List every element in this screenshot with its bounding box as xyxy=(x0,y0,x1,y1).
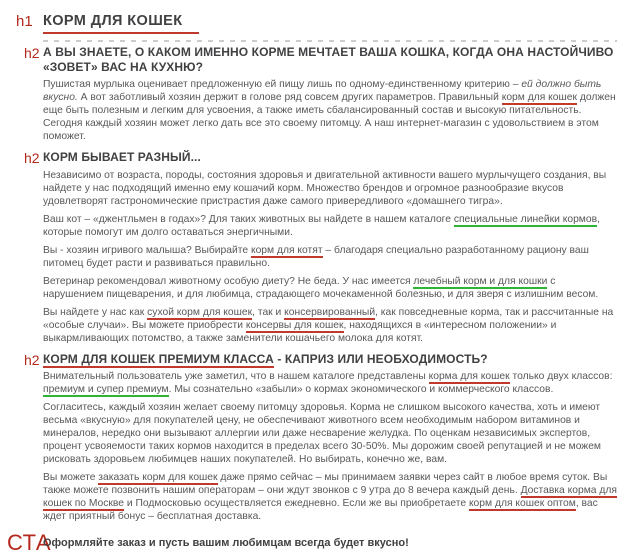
page-title-text: КОРМ ДЛЯ КОШЕК xyxy=(43,13,199,34)
cta-text: Оформляйте заказ и пусть вашим любимцам всегда будет вкусно! xyxy=(43,537,409,550)
text-segment: , так и xyxy=(252,306,285,318)
text-segment: , которые помогут им долго оставаться энергичными. xyxy=(43,213,600,238)
text-segment: – благодаря специально разработанному рациону ваш питомец будет расти и развиваться правильно. xyxy=(43,244,589,269)
paragraph-row xyxy=(0,244,624,275)
text-segment: Ваш кот – «джентльмен в годах»? Для таких животных вы найдете в нашем каталоге xyxy=(43,213,454,225)
paragraph-row xyxy=(0,370,624,401)
paragraph-row xyxy=(0,169,624,213)
paragraph-row xyxy=(0,306,624,350)
body-paragraph xyxy=(43,471,617,523)
h2-annotation-label: h2 xyxy=(24,351,40,368)
keyword-underline-green: специальные линейки кормов xyxy=(453,213,598,225)
h2-variety-row xyxy=(0,150,624,169)
text-segment: , вас ждет приятный бонус – бесплатная доставка. xyxy=(43,498,598,522)
text-segment: с нарушением пищеварения, и для любимца, страдающего мочекаменной болезнью, и для зверя с излишним весом. xyxy=(43,275,599,300)
h2-premium-row xyxy=(0,352,624,371)
body-paragraph xyxy=(43,306,617,345)
text-segment: должен еще быть полезным и легким для усвоения, а также иметь сбалансированный состав и высокую питательность. Сегодня каждый хозяин может легко дать все это своему питомцу. А наш интернет-магазин с удовольствием в этом поможет. xyxy=(43,92,616,142)
body-paragraph xyxy=(43,244,617,270)
paragraph-row xyxy=(0,471,624,528)
text-segment: только двух классов: xyxy=(509,371,613,382)
keyword-underline-green: премиум и супер премиум xyxy=(43,384,169,395)
keyword-underline-red: сухой корм для кошек xyxy=(147,306,253,318)
text-segment: , как повседневные корма, так и рассчитанные на «особые случаи». Вы можете приобрести xyxy=(43,306,614,331)
keyword-underline-green: лечебный корм и для кошки xyxy=(413,275,548,287)
text-segment: Согласитесь, каждый хозяин желает своему питомцу здоровья. Корма не слишком высокого качества, хоть и имеют весьма «вкусную» для покупателей цену, не обеспечивают животного всем необходимым набором витаминов и минералов, нередко они вызывают аллергии или даже несварение желудка. По оценкам независимых экспертов, процент усвояемости таких кормов находится в пределах всего 30-50%. Мы дорожим своей репутацией и не можем рисковать здоровьем любимцев наших покупателей. Но выбирать, конечно же, вам. xyxy=(43,402,601,465)
text-segment: - КАПРИЗ ИЛИ НЕОБХОДИМОСТЬ? xyxy=(273,351,488,366)
text-segment: А вот заботливый хозяин держит в голове ряд совсем других параметров. Правильный xyxy=(77,92,502,103)
keyword-underline-red: консервы для кошек xyxy=(245,319,344,331)
text-segment: Ветеринар рекомендовал животному особую диету? Не беда. У нас имеется xyxy=(43,275,414,287)
text-segment: Вы можете xyxy=(43,472,99,483)
paragraph-row xyxy=(0,401,624,471)
annotation-gutter xyxy=(0,530,52,555)
page-title xyxy=(43,13,617,34)
body-paragraph xyxy=(43,401,617,466)
cta-row xyxy=(0,531,624,555)
text-segment: Независимо от возраста, породы, состояния здоровья и двигательной активности вашего мурлычущего создания, вы найдете у нас подходящий именно ему кошачий корм. Множество брендов и огромное разнообразие вкусов удовлетворят гастрономические пристрастия даже самого привередливого «домашнего тигра». xyxy=(43,169,607,207)
body-paragraph xyxy=(43,78,617,143)
text-segment: и Подмосковью осуществляется ежедневно. Если же вы приобретаете xyxy=(124,498,469,509)
text-segment: Пушистая мурлыка оценивает предложенную ей пищу лишь по одному-единственному критерию – xyxy=(43,79,522,90)
annotation-gutter xyxy=(0,150,43,168)
body-paragraph xyxy=(43,370,617,396)
paragraph-row xyxy=(0,213,624,244)
h1-annotation-label: h1 xyxy=(16,13,33,30)
section-heading-variety: КОРМ БЫВАЕТ РАЗНЫЙ... xyxy=(43,150,201,164)
annotation-gutter xyxy=(0,45,43,63)
h2-annotation-label: h2 xyxy=(24,45,40,61)
keyword-underline-red: корм для кошек xyxy=(501,92,578,103)
cta-annotation-label: СТА xyxy=(7,530,52,555)
h2-intro-row xyxy=(0,45,624,78)
keyword-underline-red: корм для кошек оптом xyxy=(468,498,576,509)
dashed-divider xyxy=(43,40,617,42)
section-heading-intro: А ВЫ ЗНАЕТЕ, О КАКОМ ИМЕННО КОРМЕ МЕЧТАЕТ ВАША КОШКА, КОГДА ОНА НАСТОЙЧИВО «ЗОВЕТ» ВАС НА КУХНЮ? xyxy=(43,45,614,74)
body-paragraph xyxy=(43,169,617,208)
h1-row xyxy=(0,13,624,42)
text-segment: даже прямо сейчас – мы принимаем заявки через сайт в любое время суток. Вы также можете позвонить нашим операторам – они ждут звонков с 9 утра до 8 вечера каждый день. xyxy=(43,472,608,496)
keyword-underline-red: консервированный xyxy=(284,306,376,318)
keyword-underline-red: Доставка корма для кошек по Москве xyxy=(43,485,617,509)
keyword-underline-red: заказать корм для кошек xyxy=(98,472,218,483)
italic-text-segment: ей должно быть вкусно. xyxy=(43,79,602,103)
text-segment: Внимательный пользователь уже заметил, что в нашем каталоге представлены xyxy=(43,371,429,382)
text-segment: . Мы сознательно «забыли» о кормах экономического и коммерческого классов. xyxy=(168,384,554,395)
paragraph-row xyxy=(0,78,624,148)
text-segment: Вы найдете у нас как xyxy=(43,306,148,318)
paragraph-row xyxy=(0,275,624,306)
annotation-gutter xyxy=(0,13,43,31)
keyword-underline-red: корма для кошек xyxy=(428,371,510,382)
section-heading-premium xyxy=(43,352,617,367)
body-paragraph xyxy=(43,213,617,239)
text-segment: , находящихся в «интересном положении» и выкармливающих потомство, а также заменители кошачьего молока для котят. xyxy=(43,319,557,344)
body-paragraph xyxy=(43,275,617,301)
h2-annotation-label: h2 xyxy=(24,150,40,166)
keyword-underline-red: корм для котят xyxy=(250,244,323,256)
keyword-underline-red: КОРМ ДЛЯ КОШЕК ПРЕМИУМ КЛАССА xyxy=(43,351,274,366)
text-segment: Вы - хозяин игривого малыша? Выбирайте xyxy=(43,244,251,256)
annotation-gutter xyxy=(0,352,43,370)
